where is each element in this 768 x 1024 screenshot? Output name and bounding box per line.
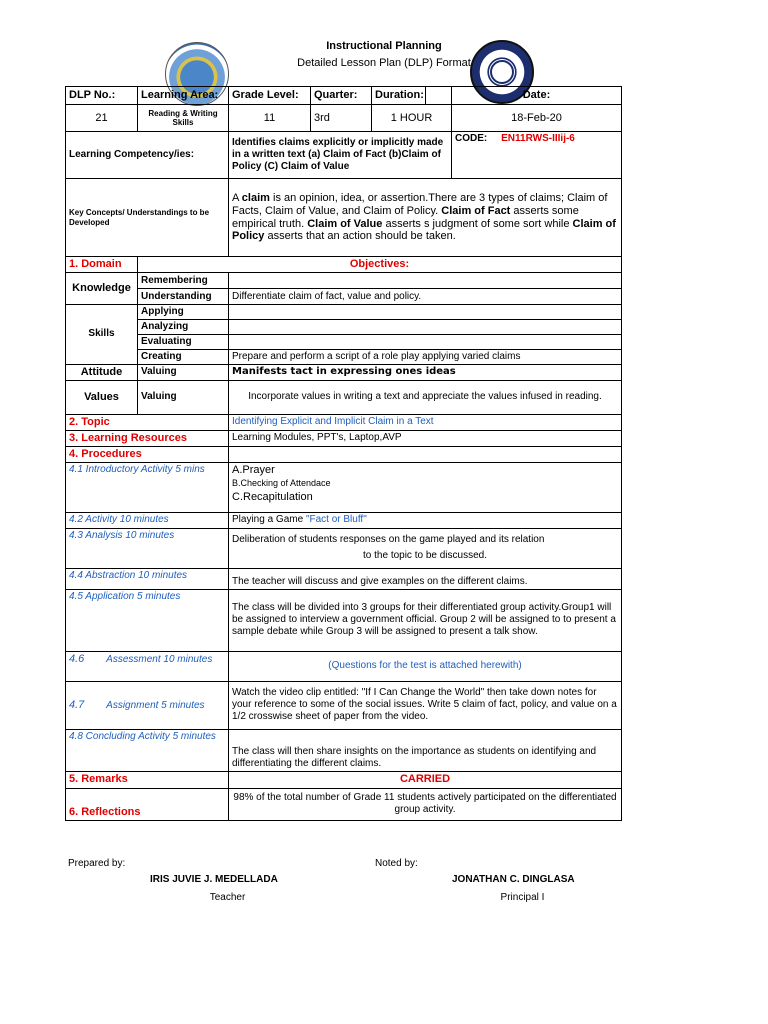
assessment-text: (Questions for the test is attached herewith)	[229, 651, 622, 681]
abstraction-label: 4.4 Abstraction 10 minutes	[66, 568, 229, 589]
key-concepts-text	[229, 179, 622, 257]
noted-by-name: JONATHAN C. DINGLASA	[452, 874, 575, 885]
topic-value: Identifying Explicit and Implicit Claim in a Text	[229, 414, 622, 430]
evaluating-label: Evaluating	[138, 334, 229, 349]
resources-label: 3. Learning Resources	[66, 430, 229, 446]
abstraction-text: The teacher will discuss and give examples on the different claims.	[229, 568, 622, 589]
remembering-label: Remembering	[138, 273, 229, 289]
reflections-value: 98% of the total number of Grade 11 students actively participated on the differentiated group activity.	[229, 788, 622, 820]
prepared-by-name: IRIS JUVIE J. MEDELLADA	[150, 874, 278, 885]
kc-text-5: asserts that an action should be taken.	[264, 230, 456, 243]
activity-label: 4.2 Activity 10 minutes	[66, 512, 229, 528]
attitude-valuing-label: Valuing	[138, 364, 229, 380]
attitude-label: Attitude	[66, 364, 138, 380]
application-label: 4.5 Application 5 minutes	[66, 589, 229, 651]
duration-value: 1 HOUR	[372, 105, 452, 132]
key-concepts-label: Key Concepts/ Understandings to be Developed	[66, 179, 229, 257]
date-label: Date:	[452, 87, 622, 105]
grade-level-label: Grade Level:	[229, 87, 311, 105]
activity-game-name: "Fact or Bluff"	[305, 514, 367, 526]
understanding-label: Understanding	[138, 289, 229, 305]
values-objective: Incorporate values in writing a text and appreciate the values infused in reading.	[229, 380, 622, 414]
intro-item-prayer: A.Prayer	[232, 463, 275, 476]
objectives-label: Objectives:	[138, 257, 622, 273]
evaluating-objective	[229, 334, 622, 349]
assignment-label-cell	[66, 681, 229, 729]
page-title: Instructional Planning	[326, 40, 442, 52]
concluding-label: 4.8 Concluding Activity 5 minutes	[66, 729, 229, 771]
analysis-text-line2: to the topic to be discussed.	[363, 550, 487, 561]
assessment-number: 4.6	[69, 652, 85, 665]
code-cell	[452, 132, 622, 179]
assignment-number: 4.7	[69, 698, 85, 711]
topic-label: 2. Topic	[66, 414, 229, 430]
code-value: EN11RWS-IIIij-6	[501, 133, 575, 144]
values-valuing-label: Valuing	[138, 380, 229, 414]
skills-label: Skills	[66, 305, 138, 365]
kc-text-4: asserts s judgment of some sort while	[382, 217, 573, 230]
grade-level-value: 11	[229, 105, 311, 132]
activity-text	[229, 512, 622, 528]
dlp-table	[65, 86, 622, 821]
assessment-label: Assessment 10 minutes	[106, 653, 213, 665]
quarter-value: 3rd	[311, 105, 372, 132]
remarks-label: 5. Remarks	[66, 771, 229, 788]
blank-cell	[426, 87, 452, 105]
analysis-text	[229, 528, 622, 568]
kc-text-3: asserts some empirical truth.	[232, 204, 579, 230]
intro-activity-label: 4.1 Introductory Activity 5 mins	[66, 462, 229, 512]
noted-by-label: Noted by:	[375, 858, 418, 869]
procedures-blank	[229, 446, 622, 462]
page-subtitle: Detailed Lesson Plan (DLP) Format	[297, 57, 471, 69]
domain-label: 1. Domain	[66, 257, 138, 273]
analyzing-label: Analyzing	[138, 319, 229, 334]
assessment-label-cell	[66, 651, 229, 681]
intro-item-recap: C.Recapitulation	[232, 491, 313, 504]
code-label: CODE:	[455, 133, 488, 144]
kc-text-2: is an opinion, idea, or assertion.There are 3 types of claims; Claim of Facts, Claim of Value, and Claim of Policy.	[232, 191, 608, 217]
learning-area-label: Learning Area:	[138, 87, 229, 105]
kc-claim-value: Claim of Value	[307, 217, 383, 230]
noted-by-role: Principal I	[500, 892, 545, 903]
activity-text-main: Playing a Game	[232, 514, 306, 526]
reflections-label: 6. Reflections	[66, 788, 229, 820]
competency-text: Identifies claims explicitly or implicitly made in a written text (a) Claim of Fact (b)Claim of Policy (C) Claim of Value	[229, 132, 452, 179]
competency-label: Learning Competency/ies:	[66, 132, 229, 179]
duration-label: Duration:	[372, 87, 426, 105]
prepared-by-role: Teacher	[209, 892, 246, 903]
knowledge-label: Knowledge	[66, 273, 138, 305]
application-text: The class will be divided into 3 groups for their differentiated group activity.Group1 will be assigned to interview a government official. Group 2 will be assigned to to present a sample debate while Group 3 will be assigned to present a talk show.	[229, 589, 622, 651]
assignment-text: Watch the video clip entitled: "If I Can Change the World" then take down notes for your reference to some of the social issues. Write 5 claim of fact, policy, and value on a 1/2 crosswise sheet of paper from the video.	[229, 681, 622, 729]
kc-claim: claim	[241, 191, 270, 204]
intro-activity-items	[229, 462, 622, 512]
kc-text-1: A	[232, 191, 242, 204]
remarks-value: CARRIED	[229, 771, 622, 788]
dlp-no-label: DLP No.:	[66, 87, 138, 105]
kc-claim-fact: Claim of Fact	[441, 204, 511, 217]
values-label: Values	[66, 380, 138, 414]
prepared-by-label: Prepared by:	[68, 858, 126, 869]
date-value: 18-Feb-20	[452, 105, 622, 132]
attitude-objective: Manifests tact in expressing ones ideas	[229, 364, 622, 380]
applying-label: Applying	[138, 305, 229, 320]
remembering-objective	[229, 273, 622, 289]
applying-objective	[229, 305, 622, 320]
intro-item-attendance: B.Checking of Attendace	[232, 478, 331, 489]
concluding-text: The class will then share insights on the importance as students on identifying and differentiating the different claims.	[229, 729, 622, 771]
creating-label: Creating	[138, 349, 229, 364]
kc-claim-policy: Claim of Policy	[232, 217, 616, 243]
procedures-label: 4. Procedures	[66, 446, 229, 462]
dlp-no-value: 21	[66, 105, 138, 132]
analysis-text-line1: Deliberation of students responses on the game played and its relation	[232, 534, 545, 546]
learning-area-value: Reading & Writing Skills	[138, 105, 229, 132]
resources-value: Learning Modules, PPT's, Laptop,AVP	[229, 430, 622, 446]
assignment-label: Assignment 5 minutes	[106, 699, 205, 711]
analyzing-objective	[229, 319, 622, 334]
understanding-objective: Differentiate claim of fact, value and policy.	[229, 289, 622, 305]
quarter-label: Quarter:	[311, 87, 372, 105]
creating-objective: Prepare and perform a script of a role play applying varied claims	[229, 349, 622, 364]
analysis-label: 4.3 Analysis 10 minutes	[66, 528, 229, 568]
